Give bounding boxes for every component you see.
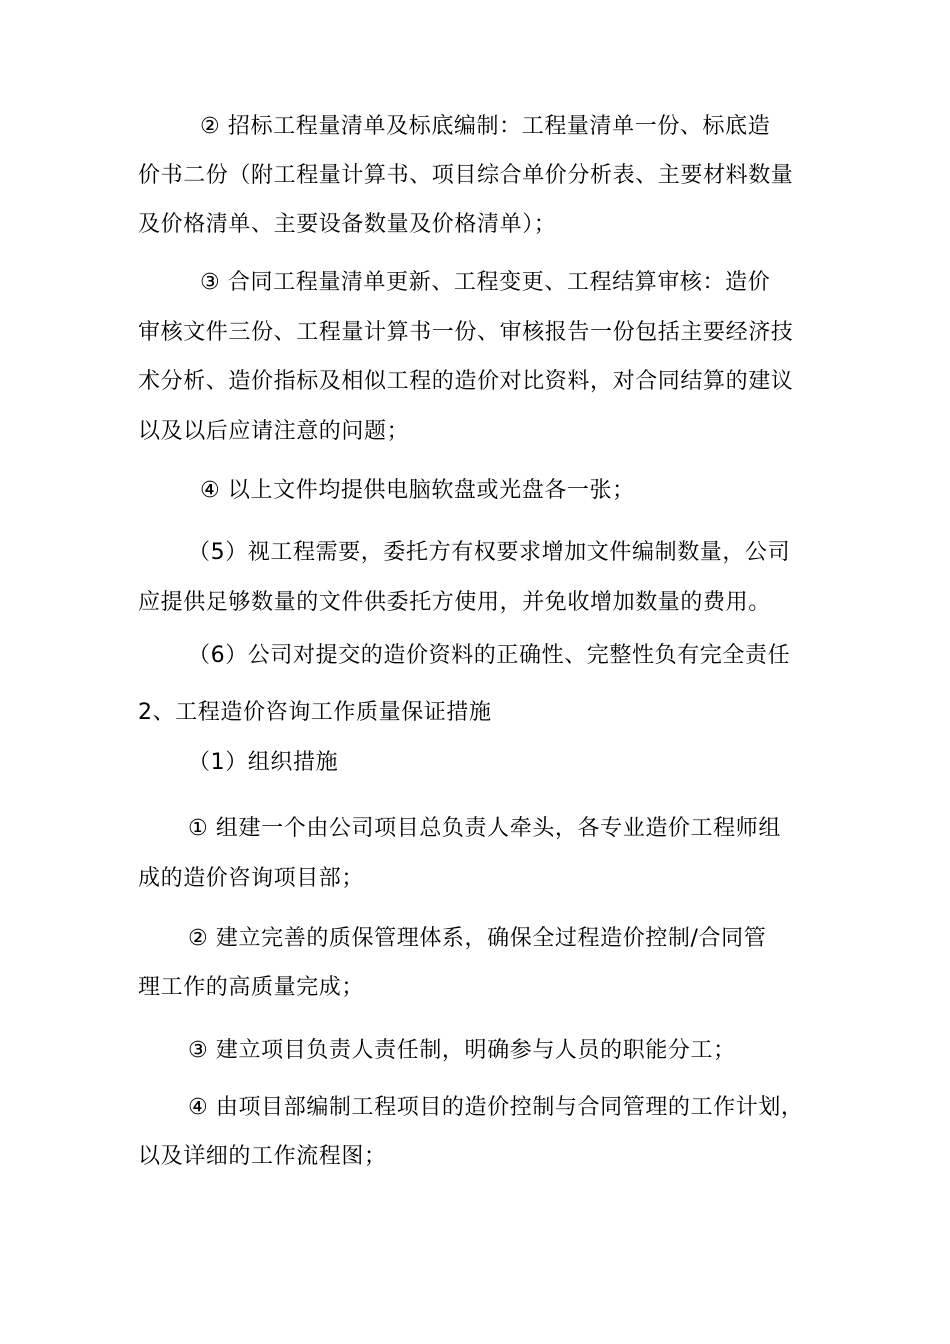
paragraph-quality-system-line-2: 理工作的高质量完成； [138, 975, 365, 1000]
section-heading-quality-assurance: 2、工程造价咨询工作质量保证措施 [138, 700, 492, 725]
paragraph-extra-copies-line-1: （5）视工程需要，委托方有权要求增加文件编制数量，公司 [188, 540, 791, 565]
paragraph-contract-review-line-4: 以及以后应请注意的问题； [138, 419, 410, 444]
paragraph-contract-review-line-3: 术分析、造价指标及相似工程的造价对比资料，对合同结算的建议 [138, 369, 794, 394]
paragraph-bill-of-quantities-line-2: 价书二份（附工程量计算书、项目综合单价分析表、主要材料数量 [138, 163, 794, 188]
paragraph-responsibility-system: ③ 建立项目负责人责任制，明确参与人员的职能分工； [188, 1038, 736, 1063]
paragraph-project-team-line-1: ① 组建一个由公司项目总负责人牵头，各专业造价工程师组 [188, 816, 781, 841]
paragraph-bill-of-quantities-line-3: 及价格清单、主要设备数量及价格清单）； [138, 212, 557, 237]
paragraph-extra-copies-line-2: 应提供足够数量的文件供委托方使用，并免收增加数量的费用。 [138, 590, 771, 615]
paragraph-contract-review-line-1: ③ 合同工程量清单更新、工程变更、工程结算审核：造价 [200, 270, 771, 295]
paragraph-contract-review-line-2: 审核文件三份、工程量计算书一份、审核报告一份包括主要经济技 [138, 320, 794, 345]
paragraph-work-plan-line-1: ④ 由项目部编制工程项目的造价控制与合同管理的工作计划， [188, 1095, 804, 1120]
paragraph-work-plan-line-2: 以及详细的工作流程图； [138, 1144, 387, 1169]
paragraph-digital-copies: ④ 以上文件均提供电脑软盘或光盘各一张； [200, 478, 635, 503]
paragraph-bill-of-quantities-line-1: ② 招标工程量清单及标底编制：工程量清单一份、标底造 [200, 114, 771, 139]
paragraph-responsibility: （6）公司对提交的造价资料的正确性、完整性负有完全责任 [188, 643, 791, 668]
paragraph-quality-system-line-1: ② 建立完善的质保管理体系，确保全过程造价控制/合同管 [188, 926, 767, 951]
subheading-organizational-measures: （1）组织措施 [188, 750, 339, 775]
paragraph-project-team-line-2: 成的造价咨询项目部； [138, 866, 365, 891]
